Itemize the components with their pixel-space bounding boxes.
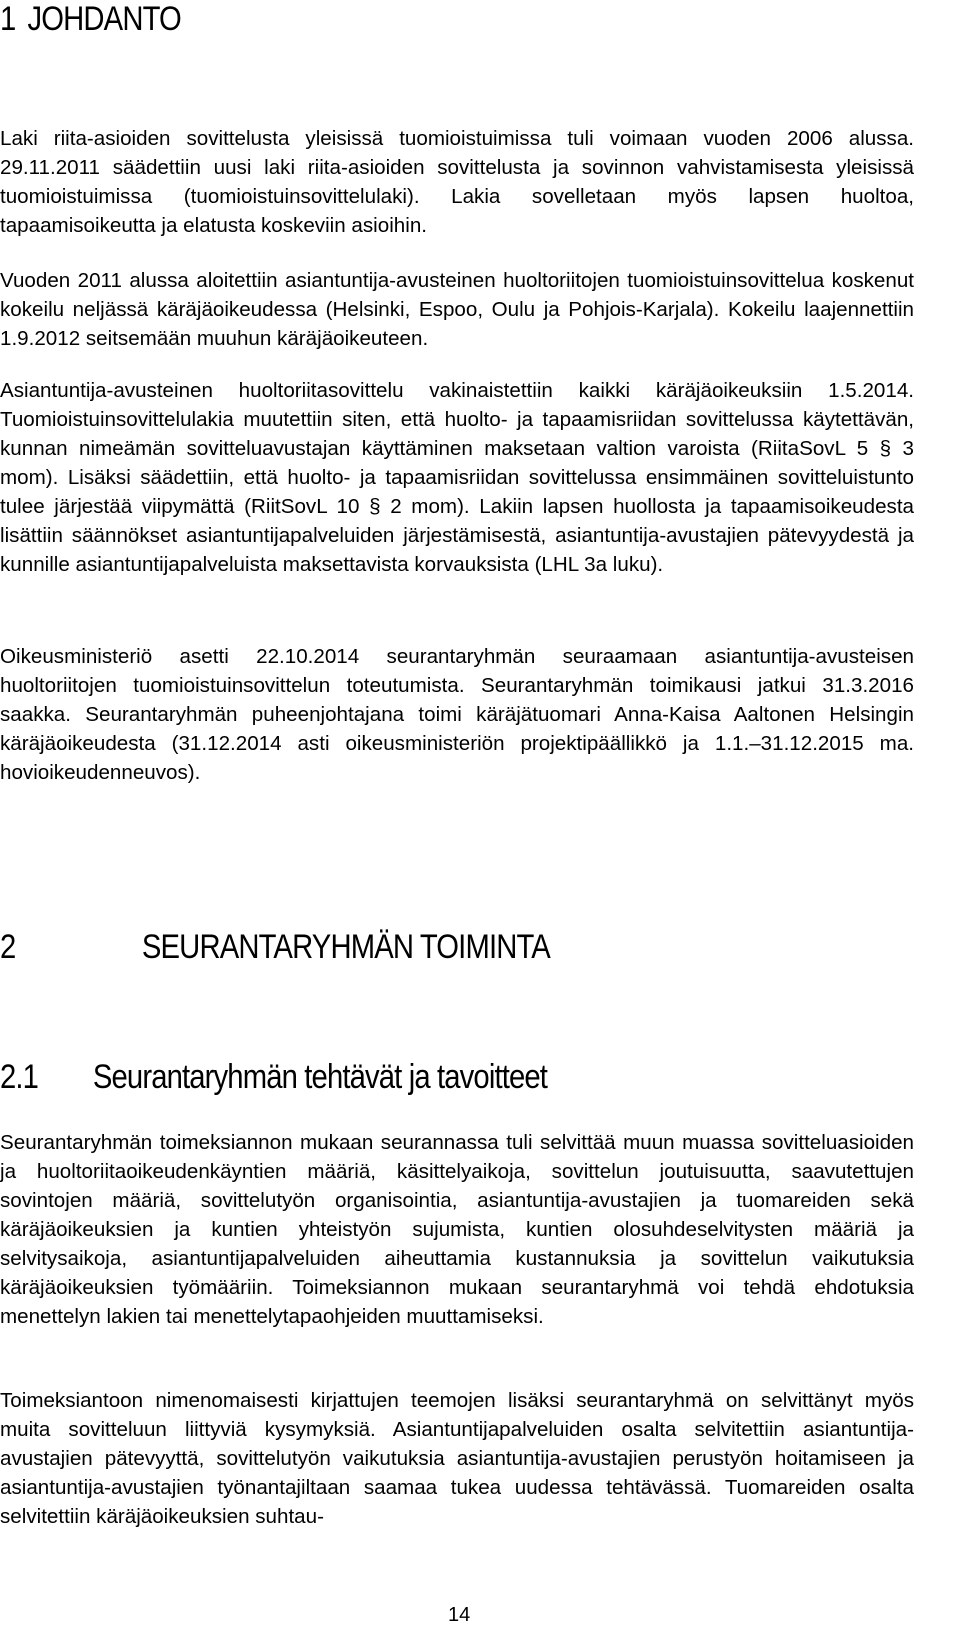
section-2-1-title: Seurantaryhmän tehtävät ja tavoitteet — [92, 1058, 548, 1096]
section-2-1-heading — [0, 1058, 547, 1097]
paragraph-other-themes: Toimeksiantoon nimenomaisesti kirjattujen teemojen lisäksi seurantaryhmä on selvittänyt myös muita sovitteluun liittyviä kysymyksiä. Asiantuntijapalveluiden osalta selvitettiin asiantuntija-avustajien pätevyyttä, sovittelutyön vaikutuksia asiantuntija-avustajien perustyön hoitamiseen ja asiantuntija-avustajien työnantajiltaan saamaa tukea uudessa tehtävässä. Tuomareiden osalta selvitettiin käräjäoikeuksien suhtau- — [0, 1389, 914, 1528]
paragraph-mandate: Seurantaryhmän toimeksiannon mukaan seurannassa tuli selvittää muun muassa sovitteluasioiden ja huoltoriitaoikeudenkäyntien määriä, käsittelyaikoja, sovittelun joutuisuutta, saavutettujen sovintojen määriä, sovittelutyön organisointia, asiantuntija-avustajien ja tuomareiden sekä käräjäoikeuksien ja kuntien yhteistyön sujumista, kuntien olosuhdeselvitysten määriä ja selvitysaikoja, asiantuntijapalveluiden aiheuttamia kustannuksia ja sovittelun vaikutuksia käräjäoikeuksien työmääriin. Toimeksiannon mukaan seurantaryhmä voi tehdä ehdotuksia menettelyn lakien tai menettelytapaohjeiden muuttamiseksi. — [0, 1131, 914, 1328]
section-2-1-number: 2.1 — [0, 1058, 39, 1096]
chapter-1-number: 1 — [0, 0, 16, 38]
paragraph-intro-law: Laki riita-asioiden sovittelusta yleisissä tuomioistuimissa tuli voimaan vuoden 2006 alussa. 29.11.2011 säädettiin uusi laki riita-asioiden sovittelusta ja sovinnon vahvistamisesta yleisissä tuomioistuimissa (tuomioistuinsovittelulaki). Lakia sovelletaan myös lapsen huoltoa, tapaamisoikeutta ja elatusta koskeviin asioihin. — [0, 127, 914, 237]
chapter-1-heading — [0, 0, 181, 39]
chapter-2-heading — [0, 928, 550, 967]
chapter-1-title: JOHDANTO — [27, 0, 181, 38]
chapter-2-number: 2 — [0, 928, 16, 966]
page-number: 14 — [448, 1604, 471, 1626]
paragraph-pilot-2011: Vuoden 2011 alussa aloitettiin asiantuntija-avusteinen huoltoriitojen tuomioistuinsovittelua koskenut kokeilu neljässä käräjäoikeudessa (Helsinki, Espoo, Oulu ja Pohjois-Karjala). Kokeilu laajennettiin 1.9.2012 seitsemään muuhun käräjäoikeuteen. — [0, 269, 914, 350]
paragraph-permanent-2014: Asiantuntija-avusteinen huoltoriitasovittelu vakinaistettiin kaikki käräjäoikeuksiin 1.5.2014. Tuomioistuinsovittelulakia muutettiin siten, että huolto- ja tapaamisriidan sovittelussa käytettävän, kunnan nimeämän sovitteluavustajan käyttäminen maksetaan valtion varoista (RiitaSovL 5 § 3 mom). Lisäksi säädettiin, että huolto- ja tapaamisriidan sovittelussa ensimmäinen sovitteluistunto tulee järjestää viipymättä (RiitSovL 10 § 2 mom). Lakiin lapsen huollosta ja tapaamisoikeudesta lisättiin säännökset asiantuntijapalveluiden järjestämisestä, asiantuntija-avustajien pätevyydestä ja kunnille asiantuntijapalveluista maksettavista korvauksista (LHL 3a luku). — [0, 379, 914, 576]
paragraph-monitoring-group: Oikeusministeriö asetti 22.10.2014 seurantaryhmän seuraamaan asiantuntija-avusteisen huoltoriitojen tuomioistuinsovittelun toteutumista. Seurantaryhmän toimikausi jatkui 31.3.2016 saakka. Seurantaryhmän puheenjohtajana toimi käräjätuomari Anna-Kaisa Aaltonen Helsingin käräjäoikeudesta (31.12.2014 asti oikeusministeriön projektipäällikkö ja 1.1.–31.12.2015 ma. hovioikeudenneuvos). — [0, 645, 914, 784]
chapter-2-title: SEURANTARYHMÄN TOIMINTA — [141, 928, 550, 966]
